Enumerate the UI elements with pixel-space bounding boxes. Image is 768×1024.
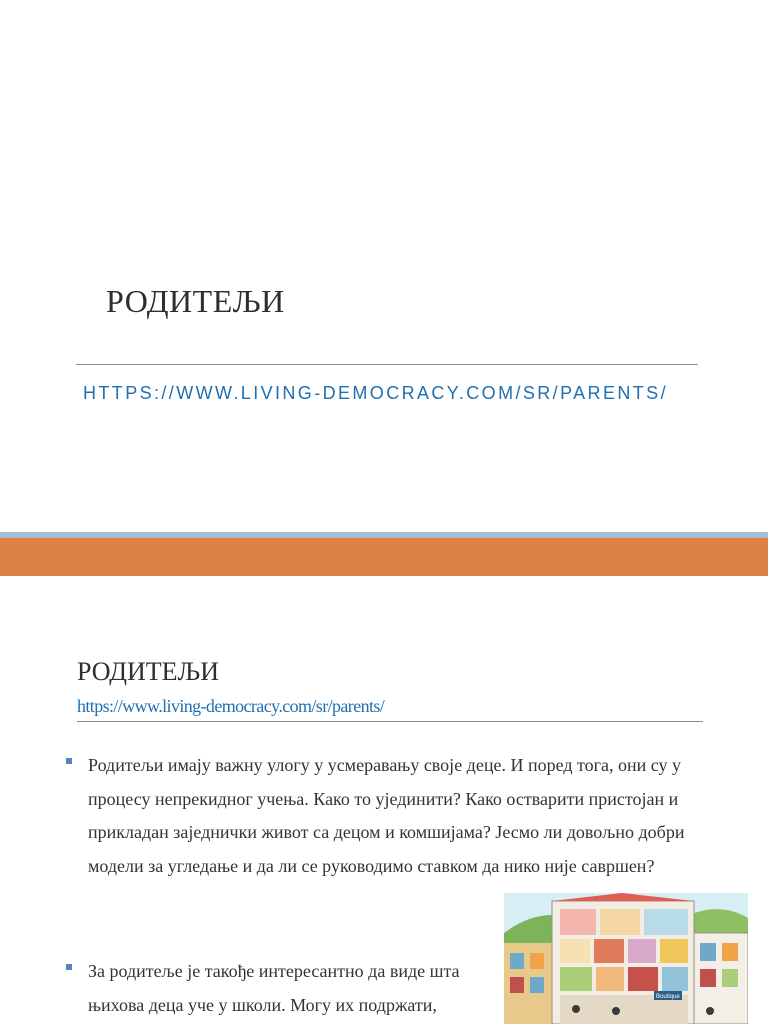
slide-subtitle-link[interactable]: HTTPS://WWW.LIVING-DEMOCRACY.COM/SR/PARENTS/ [83,383,668,403]
boutique-sign: Boutique [656,994,680,1000]
bullet-square-icon [66,758,72,764]
bullet-paragraph: За родитеље је такође интересантно да виде шта њихова деца уче у школи. Могу их подржати, [88,961,460,1015]
content-link[interactable]: https://www.living-democracy.com/sr/parents/ [77,696,385,716]
bullet-paragraph: Родитељи имају важну улогу у усмеравању своје деце. И поред тога, они су у процесу непрекидног учења. Како то ујединити? Како остварити пристојан и прикладан заједнички живот са децом и комшијама? Јесмо ли довољно добри модели за угледање и да ли се руководимо ставком да нико није савршен? [88,755,685,876]
illustration-house-cutaway [504,893,748,1024]
slide-accent-band [0,538,768,576]
content-title: РОДИТЕЉИ [77,657,219,686]
slide-title: РОДИТЕЉИ [106,283,285,319]
house-illustration [504,893,748,1024]
bullet-square-icon [66,964,72,970]
title-divider [76,364,698,365]
content-divider [77,721,703,722]
